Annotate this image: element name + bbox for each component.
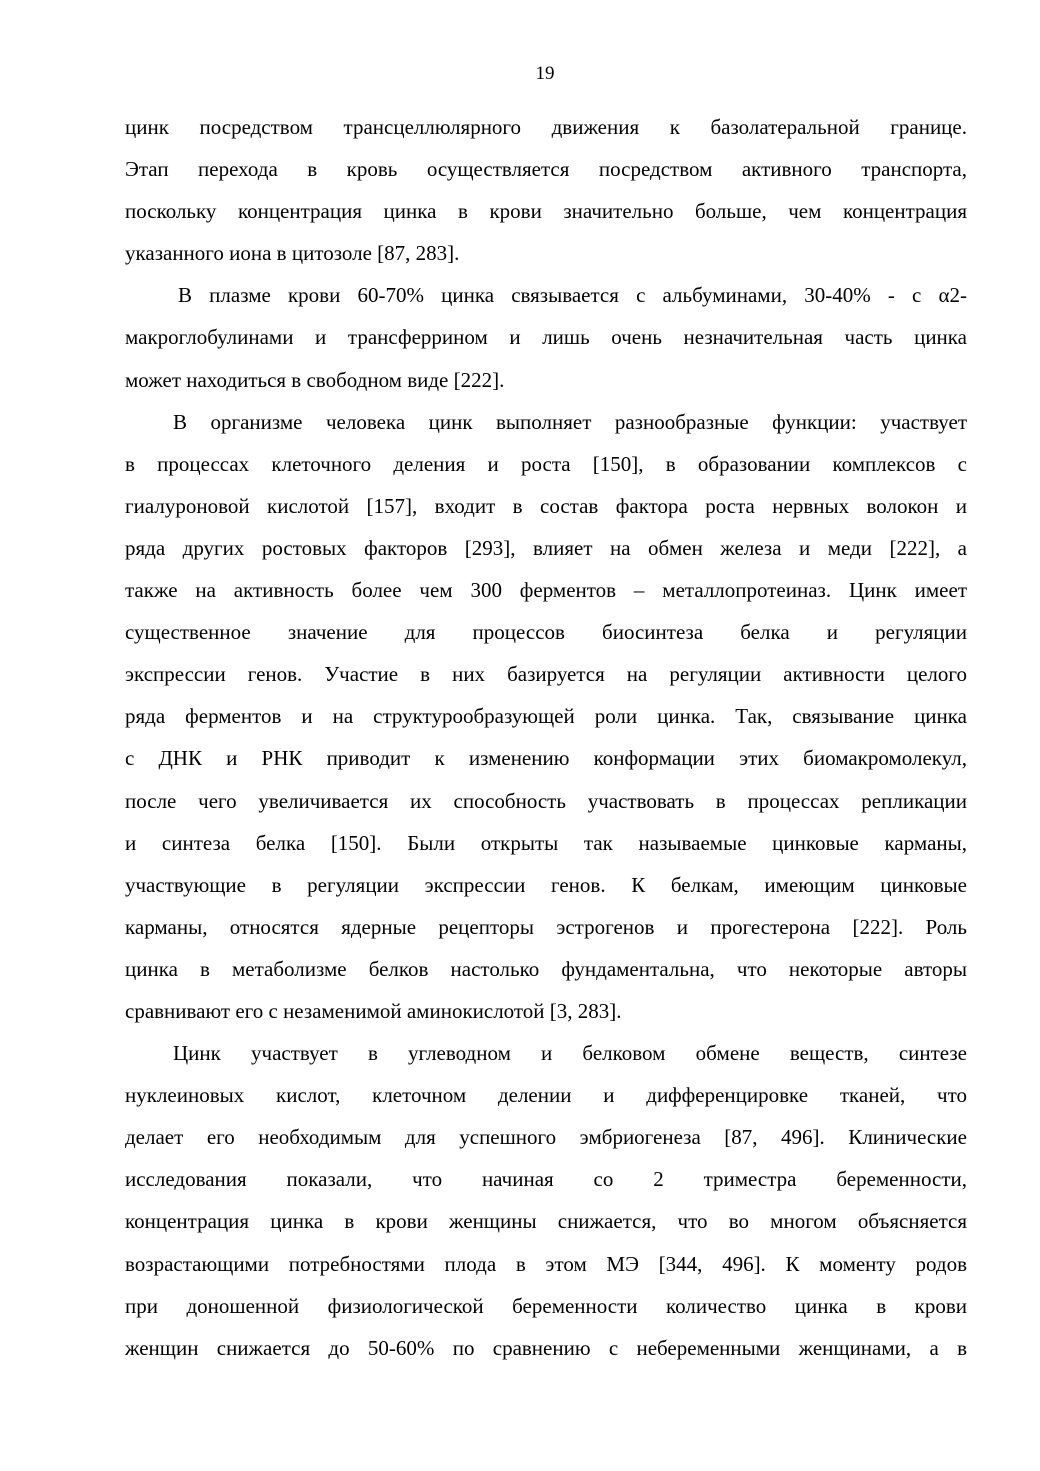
text-line: указанного иона в цитозоле [87, 283].: [125, 241, 460, 266]
text-line: также на активность более чем 300 ферментов – металлопротеиназ. Цинк имеет: [125, 578, 967, 603]
text-line: концентрация цинка в крови женщины снижается, что во многом объясняется: [125, 1209, 967, 1234]
text-line: участвующие в регуляции экспрессии генов. К белкам, имеющим цинковые: [125, 872, 967, 897]
text-line: гиалуроновой кислотой [157], входит в состав фактора роста нервных волокон и: [125, 493, 967, 518]
text-line: женщин снижается до 50-60% по сравнению с небеременными женщинами, а в: [125, 1335, 967, 1360]
text-line: макроглобулинами и трансферрином и лишь очень незначительная часть цинка: [125, 325, 967, 350]
body-text: [125, 106, 967, 1369]
text-line: возрастающими потребностями плода в этом МЭ [344, 496]. К моменту родов: [125, 1251, 967, 1276]
text-line: Этап перехода в кровь осуществляется посредством активного транспорта,: [125, 157, 967, 182]
text-line: после чего увеличивается их способность участвовать в процессах репликации: [125, 788, 967, 813]
page-number: 19: [535, 63, 555, 84]
paragraph: [125, 1032, 967, 1369]
text-line: может находиться в свободном виде [222].: [125, 367, 505, 392]
text-line: и синтеза белка [150]. Были открыты так называемые цинковые карманы,: [125, 830, 967, 855]
text-line: ряда других ростовых факторов [293], влияет на обмен железа и меди [222], а: [125, 535, 967, 560]
paragraph: [125, 106, 967, 274]
text-line: исследования показали, что начиная со 2 триместра беременности,: [125, 1167, 967, 1192]
paragraph: [125, 401, 967, 1032]
text-line: карманы, относятся ядерные рецепторы эстрогенов и прогестерона [222]. Роль: [125, 914, 967, 939]
text-line: существенное значение для процессов биосинтеза белка и регуляции: [125, 620, 967, 645]
text-line: при доношенной физиологической беременности количество цинка в крови: [125, 1293, 967, 1318]
text-line: делает его необходимым для успешного эмбриогенеза [87, 496]. Клинические: [125, 1125, 967, 1150]
paragraph: [125, 274, 967, 400]
text-line: цинк посредством трансцеллюлярного движения к базолатеральной границе.: [125, 115, 967, 139]
text-line: Цинк участвует в углеводном и белковом обмене веществ, синтезе: [173, 1041, 967, 1066]
text-line: в процессах клеточного деления и роста [150], в образовании комплексов с: [125, 451, 967, 476]
text-line: с ДНК и РНК приводит к изменению конформации этих биомакромолекул,: [125, 746, 967, 771]
text-line: В плазме крови 60-70% цинка связывается с альбуминами, 30-40% - с α2-: [178, 283, 967, 308]
text-line: поскольку концентрация цинка в крови значительно больше, чем концентрация: [125, 199, 967, 224]
text-line: нуклеиновых кислот, клеточном делении и дифференцировке тканей, что: [125, 1083, 967, 1108]
text-line: экспрессии генов. Участие в них базируется на регуляции активности целого: [125, 662, 967, 687]
text-line: цинка в метаболизме белков настолько фундаментальна, что некоторые авторы: [125, 956, 967, 981]
text-line: сравнивают его с незаменимой аминокислотой [3, 283].: [125, 998, 622, 1023]
text-line: ряда ферментов и на структурообразующей роли цинка. Так, связывание цинка: [125, 704, 967, 729]
text-line: В организме человека цинк выполняет разнообразные функции: участвует: [173, 409, 967, 434]
